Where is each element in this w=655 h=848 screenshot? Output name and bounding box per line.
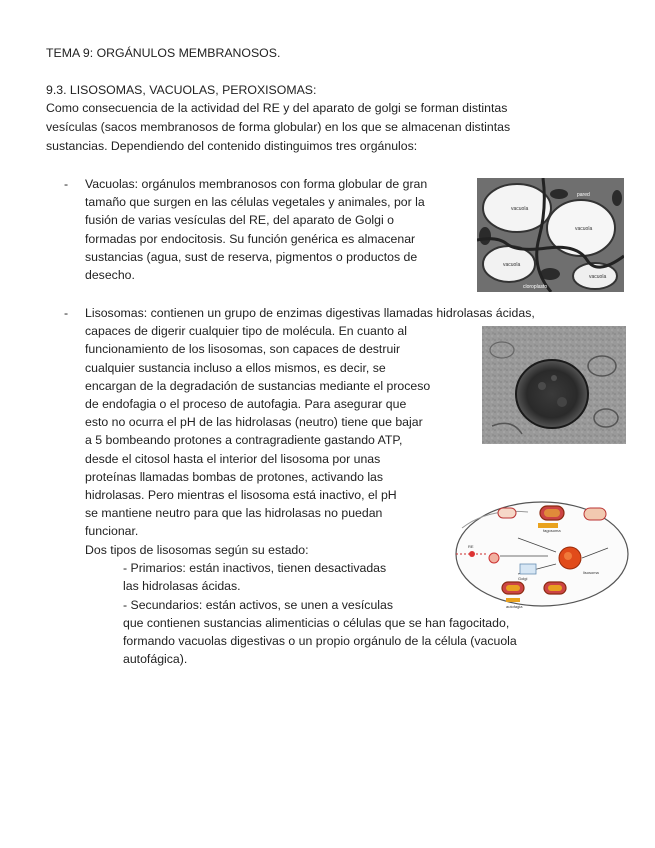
vacuolas-line: sustancias (agua, sust de reserva, pigmentos o productos de [85,250,418,264]
intro-line: Como consecuencia de la actividad del RE y del aparato de golgi se forman distintas [46,101,508,115]
figure-label: lisosoma [583,570,599,575]
figure-label: RE [468,544,474,549]
figure-label: pared [577,192,590,198]
secundarios-line: - Secundarios: están activos, se unen a vesículas [123,598,393,612]
lisosomas-line: a 5 bombeando protones a contragradiente gastando ATP, [85,433,403,447]
lisosomas-line: funcionar. [85,524,139,538]
vacuolas-line: desecho. [85,268,135,282]
lisosomas-line: capaces de digerir cualquier tipo de molécula. En cuanto al [85,324,407,338]
lisosomas-line: hidrolasas. Pero mientras el lisosoma está inactivo, el pH [85,488,397,502]
section-heading: 9.3. LISOSOMAS, VACUOLAS, PEROXISOMAS: [46,83,317,97]
vacuolas-line: Vacuolas: orgánulos membranosos con forma globular de gran [85,177,428,191]
bullet-marker: - [64,177,69,191]
vacuole-micrograph [477,178,624,292]
lisosomas-line: Lisosomas: contienen un grupo de enzimas digestivas llamadas hidrolasas ácidas, [85,306,535,320]
lysosome-diagram [448,498,630,610]
figure-label: Golgi [518,576,528,581]
figure-label: vacuola [503,262,521,268]
vacuolas-line: fusión de varias vesículas del RE, del aparato de Golgi o [85,213,394,227]
lisosomas-line: proteínas llamadas bombas de protones, activando las [85,470,384,484]
lisosomas-line: desde el citosol hasta el interior del lisosoma por unas [85,452,381,466]
figure-label: fagosoma [543,528,561,533]
lisosomas-line: Dos tipos de lisosomas según su estado: [85,543,309,557]
bullet-marker: - [64,306,69,320]
lisosomas-line: funcionamiento de los lisosomas, son capaces de destruir [85,342,401,356]
secundarios-line: que contienen sustancias alimenticias o células que se han fagocitado, [123,616,510,630]
lisosomas-line: encargan de la degradación de sustancias mediante el proceso [85,379,431,393]
secundarios-line: autofágica). [123,652,188,666]
lisosomas-line: se mantiene neutro para que las hidrolasas no puedan [85,506,383,520]
figure-label: vacuola [511,206,529,212]
figure-label: vacuola [589,274,607,280]
page-title: TEMA 9: ORGÁNULOS MEMBRANOSOS. [46,46,281,60]
primarios-line: - Primarios: están inactivos, tienen desactivadas [123,561,387,575]
vacuolas-line: tamaño que surgen en las células vegetales y animales, por la [85,195,425,209]
lisosomas-line: de endofagia o el proceso de autofagia. Para asegurar que [85,397,407,411]
intro-line: sustancias. Dependiendo del contenido distinguimos tres orgánulos: [46,139,418,153]
figure-label: autofagia [506,604,523,609]
intro-line: vesículas (sacos membranosos de forma globular) en los que se almacenan distintas [46,120,511,134]
lysosome-micrograph [482,326,626,444]
figure-label: vacuola [575,226,593,232]
secundarios-line: formando vacuolas digestivas o un propio orgánulo de la célula (vacuola [123,634,517,648]
lisosomas-line: cualquier sustancia incluso a ellos mismos, es decir, se [85,361,386,375]
lisosomas-line: esto no ocurra el pH de las hidrolasas (neutro) tiene que bajar [85,415,423,429]
primarios-line: las hidrolasas ácidas. [123,579,241,593]
vacuolas-line: formadas por endocitosis. Su función genérica es almacenar [85,232,416,246]
figure-label: cloroplasto [523,284,548,290]
